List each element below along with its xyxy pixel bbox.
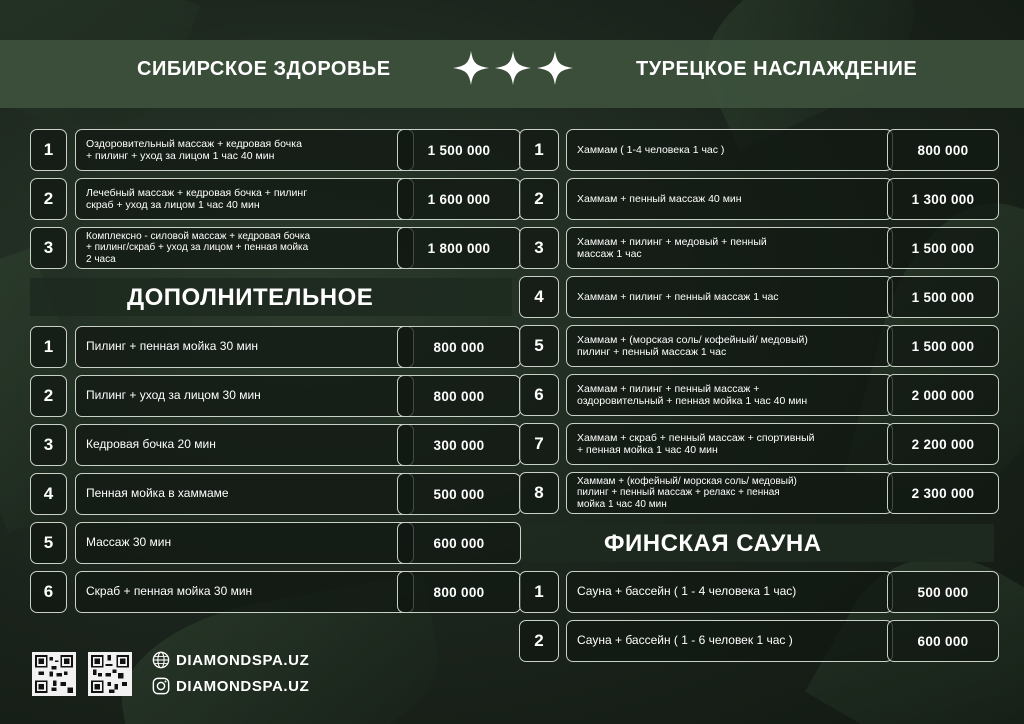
item-price: 2 300 000 bbox=[887, 472, 999, 514]
item-price: 300 000 bbox=[397, 424, 521, 466]
item-price: 1 300 000 bbox=[887, 178, 999, 220]
item-number: 4 bbox=[519, 276, 559, 318]
item-number: 5 bbox=[30, 522, 67, 564]
website-text: DIAMONDSPA.UZ bbox=[176, 651, 310, 669]
item-description: Хаммам + (морская соль/ кофейный/ медовый) пилинг + пенный массаж 1 час bbox=[566, 325, 893, 367]
website-link[interactable] bbox=[152, 651, 309, 669]
item-number: 1 bbox=[30, 129, 67, 171]
item-number: 3 bbox=[519, 227, 559, 269]
item-description: Пенная мойка в хаммаме bbox=[75, 473, 414, 515]
additional-section-title: ДОПОЛНИТЕЛЬНОЕ bbox=[127, 284, 374, 311]
item-description: Хаммам + пилинг + пенный массаж + оздоровительный + пенная мойка 1 час 40 мин bbox=[566, 374, 893, 416]
item-description: Пилинг + уход за лицом 30 мин bbox=[75, 375, 414, 417]
item-number: 2 bbox=[30, 375, 67, 417]
item-price: 500 000 bbox=[887, 571, 999, 613]
item-number: 3 bbox=[30, 227, 67, 269]
item-number: 1 bbox=[30, 326, 67, 368]
item-price: 600 000 bbox=[397, 522, 521, 564]
siberian-health-title: СИБИРСКОЕ ЗДОРОВЬЕ bbox=[137, 58, 391, 80]
instagram-text: DIAMONDSPA.UZ bbox=[176, 677, 310, 695]
qr-code-icon[interactable] bbox=[88, 652, 132, 696]
item-description: Кедровая бочка 20 мин bbox=[75, 424, 414, 466]
item-price: 600 000 bbox=[887, 620, 999, 662]
item-price: 800 000 bbox=[887, 129, 999, 171]
item-description: Комплексно - силовой массаж + кедровая бочка + пилинг/скраб + уход за лицом + пенная мойка 2 часа bbox=[75, 227, 414, 269]
qr-code-icon[interactable] bbox=[32, 652, 76, 696]
item-number: 1 bbox=[519, 571, 559, 613]
item-description: Хаммам + скраб + пенный массаж + спортивный + пенная мойка 1 час 40 мин bbox=[566, 423, 893, 465]
item-price: 2 200 000 bbox=[887, 423, 999, 465]
item-price: 800 000 bbox=[397, 326, 521, 368]
instagram-icon bbox=[152, 677, 170, 695]
item-number: 2 bbox=[30, 178, 67, 220]
item-description: Оздоровительный массаж + кедровая бочка + пилинг + уход за лицом 1 час 40 мин bbox=[75, 129, 414, 171]
item-number: 6 bbox=[519, 374, 559, 416]
item-description: Сауна + бассейн ( 1 - 4 человека 1 час) bbox=[566, 571, 893, 613]
item-price: 1 800 000 bbox=[397, 227, 521, 269]
item-number: 5 bbox=[519, 325, 559, 367]
globe-icon bbox=[152, 651, 170, 669]
item-price: 1 500 000 bbox=[887, 276, 999, 318]
item-price: 1 500 000 bbox=[887, 227, 999, 269]
finnish-sauna-title: ФИНСКАЯ САУНА bbox=[604, 530, 822, 557]
item-description: Пилинг + пенная мойка 30 мин bbox=[75, 326, 414, 368]
item-price: 1 600 000 bbox=[397, 178, 521, 220]
item-description: Хаммам + (кофейный/ морская соль/ медовый) пилинг + пенный массаж + релакс + пенная мойка 1 час 40 мин bbox=[566, 472, 893, 514]
item-price: 1 500 000 bbox=[887, 325, 999, 367]
item-number: 2 bbox=[519, 178, 559, 220]
item-number: 4 bbox=[30, 473, 67, 515]
item-number: 1 bbox=[519, 129, 559, 171]
item-description: Скраб + пенная мойка 30 мин bbox=[75, 571, 414, 613]
item-description: Хаммам ( 1-4 человека 1 час ) bbox=[566, 129, 893, 171]
item-description: Лечебный массаж + кедровая бочка + пилинг скраб + уход за лицом 1 час 40 мин bbox=[75, 178, 414, 220]
item-description: Сауна + бассейн ( 1 - 6 человек 1 час ) bbox=[566, 620, 893, 662]
item-price: 800 000 bbox=[397, 571, 521, 613]
item-description: Хаммам + пенный массаж 40 мин bbox=[566, 178, 893, 220]
three-stars-icon bbox=[450, 51, 576, 85]
item-price: 500 000 bbox=[397, 473, 521, 515]
item-price: 800 000 bbox=[397, 375, 521, 417]
item-description: Массаж 30 мин bbox=[75, 522, 414, 564]
instagram-link[interactable] bbox=[152, 677, 309, 695]
item-price: 2 000 000 bbox=[887, 374, 999, 416]
item-number: 8 bbox=[519, 472, 559, 514]
item-number: 3 bbox=[30, 424, 67, 466]
item-number: 2 bbox=[519, 620, 559, 662]
item-number: 7 bbox=[519, 423, 559, 465]
item-description: Хаммам + пилинг + медовый + пенный массаж 1 час bbox=[566, 227, 893, 269]
item-description: Хаммам + пилинг + пенный массаж 1 час bbox=[566, 276, 893, 318]
turkish-pleasure-title: ТУРЕЦКОЕ НАСЛАЖДЕНИЕ bbox=[636, 58, 918, 80]
item-number: 6 bbox=[30, 571, 67, 613]
item-price: 1 500 000 bbox=[397, 129, 521, 171]
